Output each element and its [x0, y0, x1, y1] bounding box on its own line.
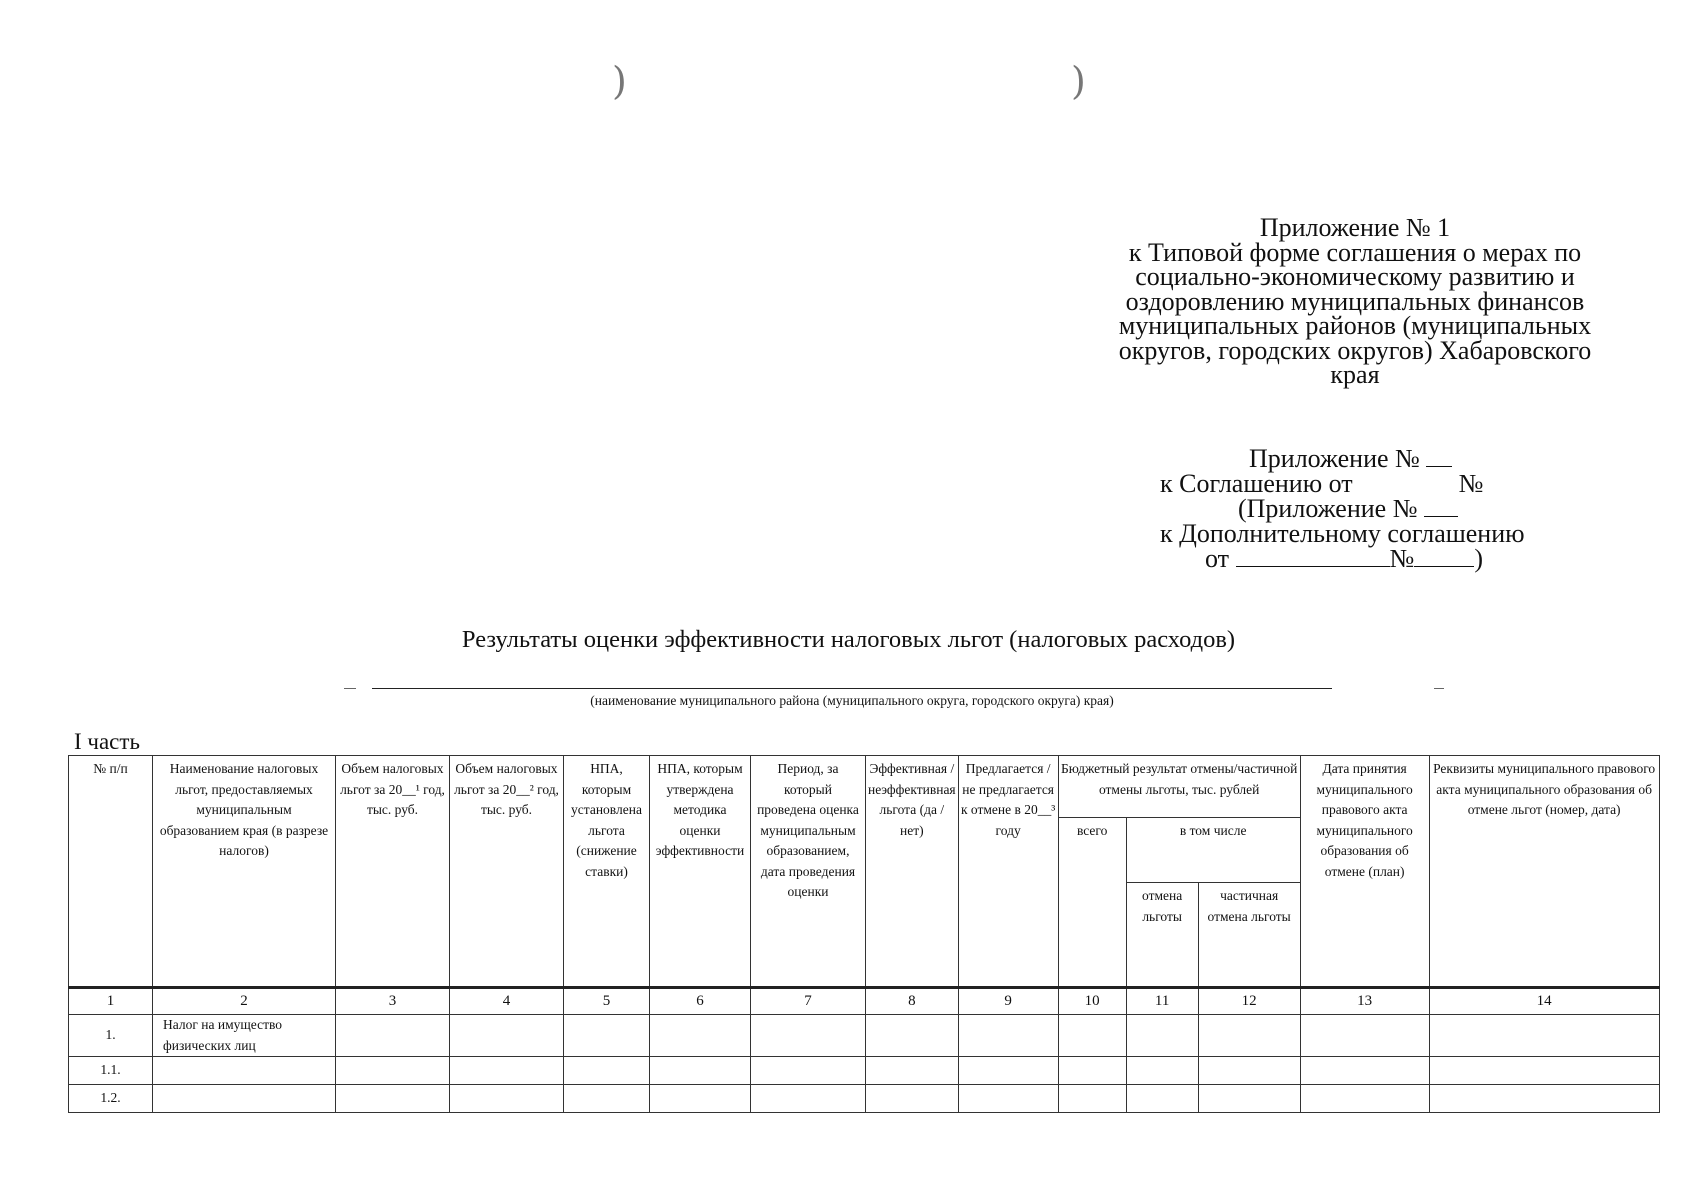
appendix-1-line: оздоровлению муниципальных финансов: [1125, 286, 1585, 316]
table-cell: [1429, 1057, 1659, 1085]
header-row-number: № п/п: [69, 756, 153, 988]
header-npa-established: НПА, которым установлена льгота (снижение ставки): [564, 756, 650, 988]
table-cell: [650, 1057, 751, 1085]
row-number: 1.1.: [69, 1057, 153, 1085]
agreement-appendix-line-4: к Дополнительному соглашению: [1160, 518, 1525, 548]
agreement-date-blank: [1353, 472, 1429, 492]
appendix-1-line: социально-экономическому развитию и: [1135, 262, 1575, 291]
table-cell: [1429, 1015, 1659, 1057]
column-number: 1: [69, 988, 153, 1015]
table-cell: [958, 1015, 1058, 1057]
table-cell: [564, 1015, 650, 1057]
header-budget-result: Бюджетный результат отмены/частичной отмены льготы, тыс. рублей: [1058, 756, 1300, 818]
table-cell: [866, 1057, 959, 1085]
column-number: 9: [958, 988, 1058, 1015]
appendix-number-blank: [1426, 446, 1452, 467]
table-cell: [650, 1015, 751, 1057]
table-cell: [450, 1085, 564, 1113]
appendix-1-line: Приложение № 1: [1259, 213, 1451, 242]
table-cell: [336, 1015, 450, 1057]
column-number: 12: [1198, 988, 1300, 1015]
table-cell: [650, 1085, 751, 1113]
table-cell: [1126, 1015, 1198, 1057]
table-cell: [751, 1057, 866, 1085]
header-volume-year-2: Объем налоговых льгот за 20__² год, тыс. руб.: [450, 756, 564, 988]
agreement-gap: [1429, 472, 1459, 492]
municipality-name-caption: (наименование муниципального района (муниципального округа, городского округа) края): [590, 693, 1114, 708]
header-volume-year-1: Объем налоговых льгот за 20__¹ год, тыс. руб.: [336, 756, 450, 988]
row-benefit-name: [153, 1057, 336, 1085]
header-benefit-name: Наименование налоговых льгот, предоставляемых муниципальным образованием края (в разрезе налогов): [153, 756, 336, 988]
table-cell: [1126, 1057, 1198, 1085]
table-cell: [1058, 1015, 1126, 1057]
tax-benefits-table: [68, 755, 1660, 1113]
agreement-appendix-header: [1130, 446, 1580, 572]
table-cell: [1300, 1015, 1429, 1057]
table-cell: [1198, 1085, 1300, 1113]
supplement-number-blank-2: [1414, 546, 1474, 567]
supplement-number-blank: [1424, 496, 1458, 517]
table-cell: [1058, 1085, 1126, 1113]
column-number: 10: [1058, 988, 1126, 1015]
column-number: 8: [866, 988, 959, 1015]
agreement-appendix-line-3: [1130, 496, 1580, 522]
header-effective: Эффективная / неэффективная льгота (да /нет): [866, 756, 959, 988]
row-benefit-name: [153, 1085, 336, 1113]
line-dash-right: [1434, 688, 1444, 689]
supplement-number-label-2: №: [1389, 544, 1415, 573]
header-npa-methodology: НПА, которым утверждена методика оценки эффективности: [650, 756, 751, 988]
table-cell: [866, 1015, 959, 1057]
table-cell: [1198, 1015, 1300, 1057]
appendix-1-line: муниципальных районов (муниципальных: [1118, 311, 1592, 340]
header-including: в том числе: [1126, 818, 1300, 883]
table-cell: [1429, 1085, 1659, 1113]
header-partial-cancel: частичная отмена льготы: [1198, 883, 1300, 988]
header-total: всего: [1058, 818, 1126, 988]
column-number: 14: [1429, 988, 1659, 1015]
column-number: 5: [564, 988, 650, 1015]
header-act-details: Реквизиты муниципального правового акта муниципального образования об отмене льгот (номер, дата): [1429, 756, 1659, 988]
row-number: 1.2.: [69, 1085, 153, 1113]
table-row: [69, 1085, 1660, 1113]
agreement-appendix-line-5: [1130, 546, 1580, 572]
appendix-1-header: [1085, 213, 1625, 389]
agreement-appendix-line-2: [1130, 468, 1580, 498]
table-cell: [1300, 1085, 1429, 1113]
column-number: 4: [450, 988, 564, 1015]
table-cell: [958, 1057, 1058, 1085]
column-number: 3: [336, 988, 450, 1015]
column-number: 6: [650, 988, 751, 1015]
appendix-1-line: края: [1330, 360, 1380, 389]
appendix-1-line: округов, городских округов) Хабаровского: [1118, 335, 1592, 365]
municipality-name-line: [372, 688, 1332, 689]
table-cell: [1300, 1057, 1429, 1085]
bracket-mark-right: ): [1071, 59, 1086, 103]
column-number: 7: [751, 988, 866, 1015]
table-cell: [751, 1085, 866, 1113]
header-proposed-cancel: Предлагается / не предлагается к отмене в 20__³ году: [958, 756, 1058, 988]
table-cell: [751, 1015, 866, 1057]
column-number: 2: [153, 988, 336, 1015]
column-number-row: [69, 988, 1660, 1015]
appendix-number-label: Приложение №: [1249, 444, 1420, 473]
column-number: 13: [1300, 988, 1429, 1015]
column-number: 11: [1126, 988, 1198, 1015]
header-adoption-date: Дата принятия муниципального правового акта муниципального образования об отмене (план): [1300, 756, 1429, 988]
table-cell: [450, 1057, 564, 1085]
table-cell: [450, 1015, 564, 1057]
table-cell: [336, 1085, 450, 1113]
supplement-number-label: (Приложение №: [1238, 494, 1418, 523]
closing-paren: ): [1474, 544, 1484, 573]
table-row: [69, 1015, 1660, 1057]
header-assessment-period: Период, за который проведена оценка муниципальным образованием, дата проведения оценки: [751, 756, 866, 988]
document-title: Результаты оценки эффективности налоговых льгот (налоговых расходов): [461, 626, 1236, 653]
row-benefit-name: Налог на имущество физических лиц: [153, 1015, 336, 1057]
table-cell: [1198, 1057, 1300, 1085]
bracket-mark-left: ): [612, 59, 627, 103]
table-cell: [866, 1085, 959, 1113]
table-cell: [564, 1085, 650, 1113]
appendix-1-line: к Типовой форме соглашения о мерах по: [1128, 237, 1582, 267]
table-cell: [958, 1085, 1058, 1113]
table-row: [69, 1057, 1660, 1085]
row-number: 1.: [69, 1015, 153, 1057]
table-cell: [336, 1057, 450, 1085]
table-cell: [564, 1057, 650, 1085]
table-cell: [1126, 1085, 1198, 1113]
agreement-number-label: №: [1458, 468, 1484, 498]
header-full-cancel: отмена льготы: [1126, 883, 1198, 988]
supplement-date-label: от: [1205, 544, 1230, 573]
supplement-date-blank: [1236, 546, 1390, 567]
line-dash-left: [344, 688, 356, 689]
part-label: I часть: [74, 729, 140, 754]
table-cell: [1058, 1057, 1126, 1085]
agreement-date-label: к Соглашению от: [1160, 468, 1353, 498]
